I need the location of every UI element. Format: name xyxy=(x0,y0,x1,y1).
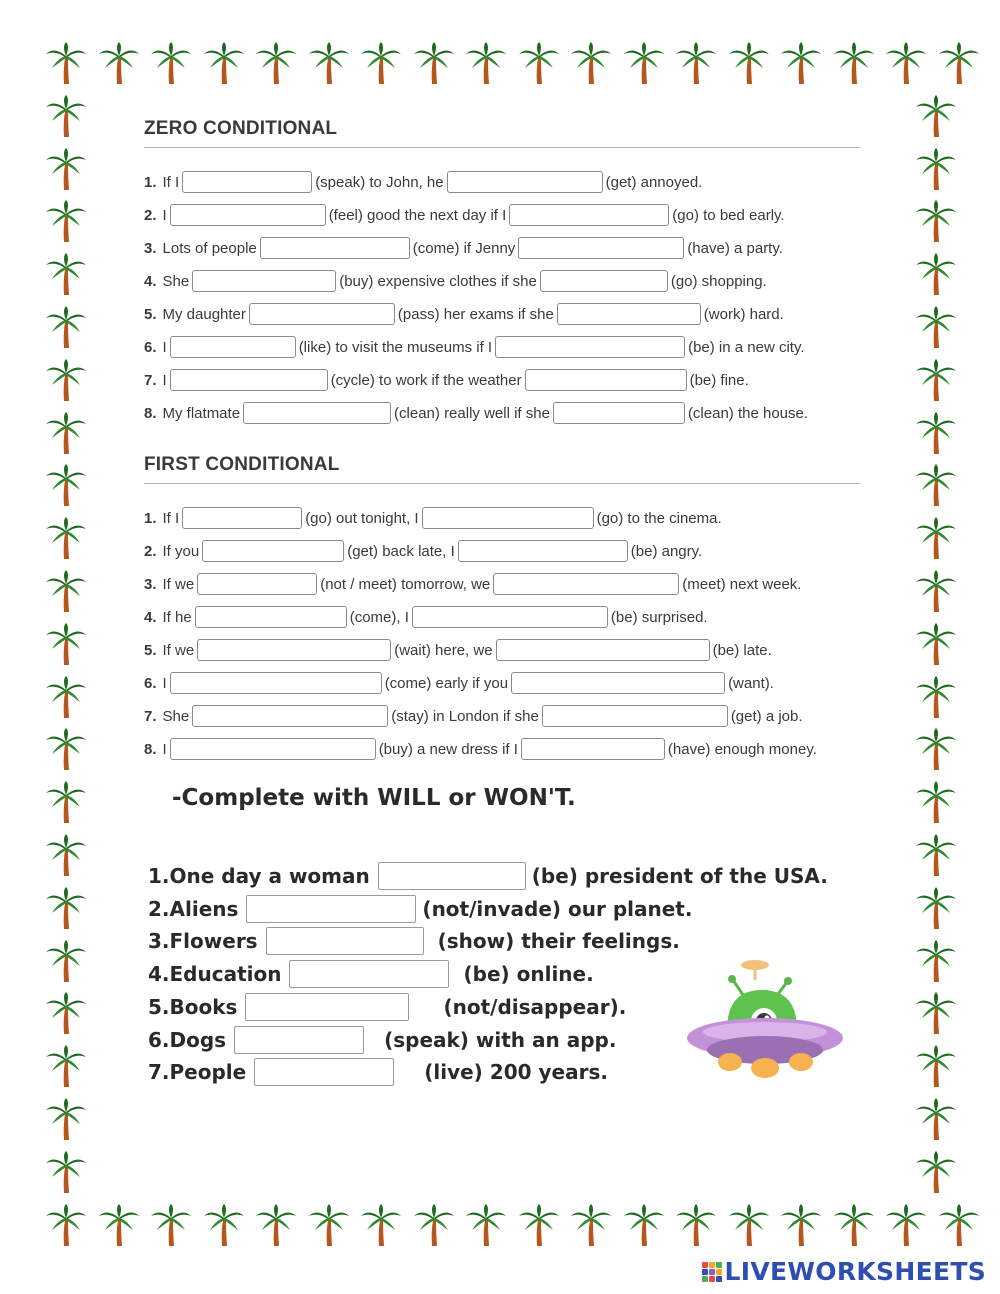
answer-input[interactable] xyxy=(192,705,388,727)
answer-input[interactable] xyxy=(447,171,603,193)
item-text: (clean) really well if she xyxy=(394,404,550,422)
exercise-line xyxy=(144,167,702,197)
item-text: (have) a party. xyxy=(687,239,783,257)
palm-tree-icon xyxy=(44,885,88,929)
item-text: (not/disappear). xyxy=(443,994,627,1019)
palm-tree-icon xyxy=(517,1202,561,1246)
logo-text: LIVEWORKSHEETS xyxy=(724,1257,986,1286)
palm-tree-icon xyxy=(464,1202,508,1246)
item-text: (get) annoyed. xyxy=(605,173,703,191)
answer-input[interactable] xyxy=(540,270,668,292)
item-number: 1. xyxy=(144,509,157,527)
item-text: 1.One day a woman xyxy=(148,864,370,888)
item-text: (go) to the cinema. xyxy=(596,509,722,527)
answer-input[interactable] xyxy=(170,738,376,760)
will-wont-title: -Complete with WILL or WON'T. xyxy=(172,785,576,811)
item-text: (get) a job. xyxy=(730,707,803,725)
item-number: 5. xyxy=(144,305,157,323)
item-text: She xyxy=(162,707,190,725)
exercise-line xyxy=(144,266,767,296)
answer-input[interactable] xyxy=(170,336,296,358)
palm-tree-icon xyxy=(44,40,88,84)
palm-tree-icon xyxy=(202,1202,246,1246)
palm-tree-icon xyxy=(914,251,958,295)
item-number: 6. xyxy=(144,338,157,356)
palm-tree-icon xyxy=(44,726,88,770)
palm-tree-icon xyxy=(727,40,771,84)
palm-tree-icon xyxy=(44,198,88,242)
answer-input[interactable] xyxy=(170,369,328,391)
palm-tree-icon xyxy=(307,40,351,84)
answer-input[interactable] xyxy=(412,606,608,628)
item-text: I xyxy=(162,371,167,389)
item-text: (come) if Jenny xyxy=(412,239,516,257)
answer-input[interactable] xyxy=(458,540,628,562)
ufo-icon xyxy=(685,958,850,1083)
palm-tree-icon xyxy=(884,40,928,84)
palm-tree-icon xyxy=(149,40,193,84)
item-text: (get) back late, I xyxy=(347,542,455,560)
exercise-line xyxy=(144,701,803,731)
palm-tree-icon xyxy=(914,568,958,612)
item-text: (stay) in London if she xyxy=(391,707,539,725)
palm-tree-icon xyxy=(832,1202,876,1246)
answer-input[interactable] xyxy=(243,402,391,424)
palm-tree-icon xyxy=(412,1202,456,1246)
item-text: (go) to bed early. xyxy=(672,206,785,224)
exercise-line xyxy=(144,200,785,230)
exercise-line xyxy=(144,569,801,599)
palm-tree-icon xyxy=(914,1096,958,1140)
palm-tree-icon xyxy=(149,1202,193,1246)
item-number: 5. xyxy=(144,641,157,659)
palm-tree-icon xyxy=(884,1202,928,1246)
item-number: 4. xyxy=(144,272,157,290)
exercise-line xyxy=(144,503,722,533)
palm-tree-icon xyxy=(914,885,958,929)
item-text: (work) hard. xyxy=(703,305,784,323)
item-text: If I xyxy=(162,173,180,191)
answer-input[interactable] xyxy=(509,204,669,226)
palm-tree-icon xyxy=(44,779,88,823)
item-number: 2. xyxy=(144,542,157,560)
item-text: (feel) good the next day if I xyxy=(328,206,507,224)
item-number: 2. xyxy=(144,206,157,224)
answer-input[interactable] xyxy=(496,639,710,661)
palm-tree-icon xyxy=(254,1202,298,1246)
item-text: (show) their feelings. xyxy=(437,929,680,954)
palm-tree-icon xyxy=(914,410,958,454)
item-text: (speak) with an app. xyxy=(384,1027,617,1052)
palm-tree-icon xyxy=(359,1202,403,1246)
answer-input[interactable] xyxy=(511,672,725,694)
answer-input[interactable] xyxy=(246,895,416,923)
answer-input[interactable] xyxy=(495,336,685,358)
item-text: I xyxy=(162,740,167,758)
palm-tree-icon xyxy=(44,674,88,718)
palm-tree-icon xyxy=(914,515,958,559)
item-text: 5.Books xyxy=(148,994,238,1019)
palm-tree-icon xyxy=(779,40,823,84)
palm-tree-icon xyxy=(44,251,88,295)
item-text: I xyxy=(162,338,167,356)
item-text: If you xyxy=(162,542,200,560)
item-text: (be) surprised. xyxy=(610,608,708,626)
palm-tree-icon xyxy=(914,832,958,876)
section-divider xyxy=(144,483,860,484)
item-text: (be) fine. xyxy=(689,371,749,389)
exercise-line xyxy=(144,233,783,263)
answer-input[interactable] xyxy=(254,1058,394,1086)
palm-tree-icon xyxy=(914,93,958,137)
answer-input[interactable] xyxy=(249,303,395,325)
item-number: 3. xyxy=(144,239,157,257)
section-divider xyxy=(144,147,860,148)
palm-tree-icon xyxy=(44,990,88,1034)
exercise-line xyxy=(144,668,774,698)
item-text: (pass) her exams if she xyxy=(397,305,554,323)
palm-tree-icon xyxy=(622,1202,666,1246)
item-text: (want). xyxy=(728,674,774,692)
palm-tree-icon xyxy=(44,515,88,559)
palm-tree-icon xyxy=(914,990,958,1034)
exercise-line xyxy=(144,635,772,665)
palm-tree-icon xyxy=(914,779,958,823)
answer-input[interactable] xyxy=(234,1026,364,1054)
answer-input[interactable] xyxy=(202,540,344,562)
item-text: My flatmate xyxy=(162,404,241,422)
exercise-line xyxy=(144,365,749,395)
will-exercise-line xyxy=(148,893,692,925)
palm-tree-icon xyxy=(937,40,981,84)
palm-tree-icon xyxy=(44,93,88,137)
palm-tree-icon xyxy=(914,726,958,770)
exercise-line xyxy=(144,536,702,566)
will-exercise-line xyxy=(148,958,594,990)
answer-input[interactable] xyxy=(170,204,326,226)
answer-input[interactable] xyxy=(557,303,701,325)
item-text: (wait) here, we xyxy=(394,641,493,659)
answer-input[interactable] xyxy=(266,927,424,955)
answer-input[interactable] xyxy=(525,369,687,391)
palm-tree-icon xyxy=(674,40,718,84)
item-number: 8. xyxy=(144,740,157,758)
item-text: (go) shopping. xyxy=(670,272,767,290)
palm-tree-icon xyxy=(914,357,958,401)
palm-tree-icon xyxy=(44,621,88,665)
item-text: (buy) a new dress if I xyxy=(378,740,518,758)
item-text: If we xyxy=(162,575,195,593)
will-exercise-line xyxy=(148,860,828,892)
item-number: 3. xyxy=(144,575,157,593)
palm-tree-icon xyxy=(44,832,88,876)
answer-input[interactable] xyxy=(493,573,679,595)
answer-input[interactable] xyxy=(553,402,685,424)
item-text: 4.Education xyxy=(148,962,282,987)
item-text: (buy) expensive clothes if she xyxy=(339,272,537,290)
exercise-line xyxy=(144,734,817,764)
item-text: I xyxy=(162,674,167,692)
palm-tree-icon xyxy=(44,1096,88,1140)
answer-input[interactable] xyxy=(422,507,594,529)
palm-tree-icon xyxy=(307,1202,351,1246)
item-text: (live) 200 years. xyxy=(424,1060,608,1085)
answer-input[interactable] xyxy=(542,705,728,727)
item-text: My daughter xyxy=(162,305,246,323)
item-text: (not/invade) our planet. xyxy=(422,896,693,921)
item-text: 3.Flowers xyxy=(148,929,258,954)
answer-input[interactable] xyxy=(182,171,312,193)
will-exercise-line xyxy=(148,1024,616,1056)
palm-tree-icon xyxy=(914,674,958,718)
palm-tree-icon xyxy=(569,1202,613,1246)
palm-tree-icon xyxy=(914,938,958,982)
item-text: (speak) to John, he xyxy=(315,173,444,191)
item-text: If he xyxy=(162,608,192,626)
will-exercise-line xyxy=(148,1056,608,1088)
will-exercise-line xyxy=(148,925,680,957)
item-number: 8. xyxy=(144,404,157,422)
answer-input[interactable] xyxy=(195,606,347,628)
logo-grid-icon xyxy=(702,1262,722,1282)
answer-input[interactable] xyxy=(197,573,317,595)
palm-tree-icon xyxy=(202,40,246,84)
palm-tree-icon xyxy=(44,304,88,348)
item-number: 4. xyxy=(144,608,157,626)
item-text: 6.Dogs xyxy=(148,1027,227,1052)
item-text: 2.Aliens xyxy=(148,896,239,921)
exercise-line xyxy=(144,602,708,632)
palm-tree-icon xyxy=(44,1202,88,1246)
palm-tree-icon xyxy=(832,40,876,84)
item-text: If I xyxy=(162,509,180,527)
palm-tree-icon xyxy=(44,938,88,982)
palm-tree-icon xyxy=(914,304,958,348)
item-text: (come), I xyxy=(349,608,409,626)
answer-input[interactable] xyxy=(260,237,410,259)
palm-tree-icon xyxy=(727,1202,771,1246)
answer-input[interactable] xyxy=(521,738,665,760)
exercise-line xyxy=(144,398,808,428)
palm-tree-icon xyxy=(914,146,958,190)
palm-tree-icon xyxy=(464,40,508,84)
palm-tree-icon xyxy=(44,146,88,190)
item-text: (come) early if you xyxy=(384,674,509,692)
item-text: (be) angry. xyxy=(630,542,703,560)
answer-input[interactable] xyxy=(197,639,391,661)
liveworksheets-logo[interactable] xyxy=(702,1257,986,1286)
palm-tree-icon xyxy=(97,40,141,84)
palm-tree-icon xyxy=(44,568,88,612)
item-text: She xyxy=(162,272,190,290)
item-text: (be) late. xyxy=(712,641,772,659)
palm-tree-icon xyxy=(44,1043,88,1087)
palm-tree-icon xyxy=(569,40,613,84)
item-number: 7. xyxy=(144,371,157,389)
answer-input[interactable] xyxy=(170,672,382,694)
palm-tree-icon xyxy=(914,1043,958,1087)
item-text: (be) online. xyxy=(463,962,594,987)
palm-tree-icon xyxy=(44,357,88,401)
palm-tree-icon xyxy=(359,40,403,84)
palm-tree-icon xyxy=(44,1149,88,1193)
palm-tree-icon xyxy=(44,410,88,454)
palm-tree-icon xyxy=(412,40,456,84)
exercise-line xyxy=(144,332,805,362)
item-text: (go) out tonight, I xyxy=(305,509,419,527)
palm-tree-icon xyxy=(914,198,958,242)
item-text: I xyxy=(162,206,167,224)
item-text: (not / meet) tomorrow, we xyxy=(320,575,491,593)
palm-tree-icon xyxy=(517,40,561,84)
palm-tree-icon xyxy=(97,1202,141,1246)
answer-input[interactable] xyxy=(182,507,302,529)
item-text: (be) president of the USA. xyxy=(531,864,828,888)
item-text: (like) to visit the museums if I xyxy=(298,338,493,356)
answer-input[interactable] xyxy=(518,237,684,259)
palm-tree-icon xyxy=(622,40,666,84)
palm-tree-icon xyxy=(254,40,298,84)
will-exercise-line xyxy=(148,991,626,1023)
exercise-line xyxy=(144,299,784,329)
first-conditional-title: FIRST CONDITIONAL xyxy=(144,454,340,475)
item-text: If we xyxy=(162,641,195,659)
item-text: (cycle) to work if the weather xyxy=(330,371,522,389)
item-text: (have) enough money. xyxy=(667,740,817,758)
answer-input[interactable] xyxy=(289,960,449,988)
item-number: 1. xyxy=(144,173,157,191)
palm-tree-icon xyxy=(779,1202,823,1246)
item-text: Lots of people xyxy=(162,239,257,257)
palm-tree-icon xyxy=(937,1202,981,1246)
item-number: 7. xyxy=(144,707,157,725)
palm-tree-icon xyxy=(914,621,958,665)
zero-conditional-title: ZERO CONDITIONAL xyxy=(144,118,338,139)
item-text: 7.People xyxy=(148,1060,247,1085)
item-text: (meet) next week. xyxy=(682,575,802,593)
palm-tree-icon xyxy=(914,462,958,506)
answer-input[interactable] xyxy=(192,270,336,292)
palm-tree-icon xyxy=(44,462,88,506)
answer-input[interactable] xyxy=(245,993,409,1021)
palm-tree-icon xyxy=(914,1149,958,1193)
answer-input[interactable] xyxy=(378,862,526,890)
item-text: (be) in a new city. xyxy=(688,338,805,356)
item-number: 6. xyxy=(144,674,157,692)
item-text: (clean) the house. xyxy=(687,404,809,422)
palm-tree-icon xyxy=(674,1202,718,1246)
